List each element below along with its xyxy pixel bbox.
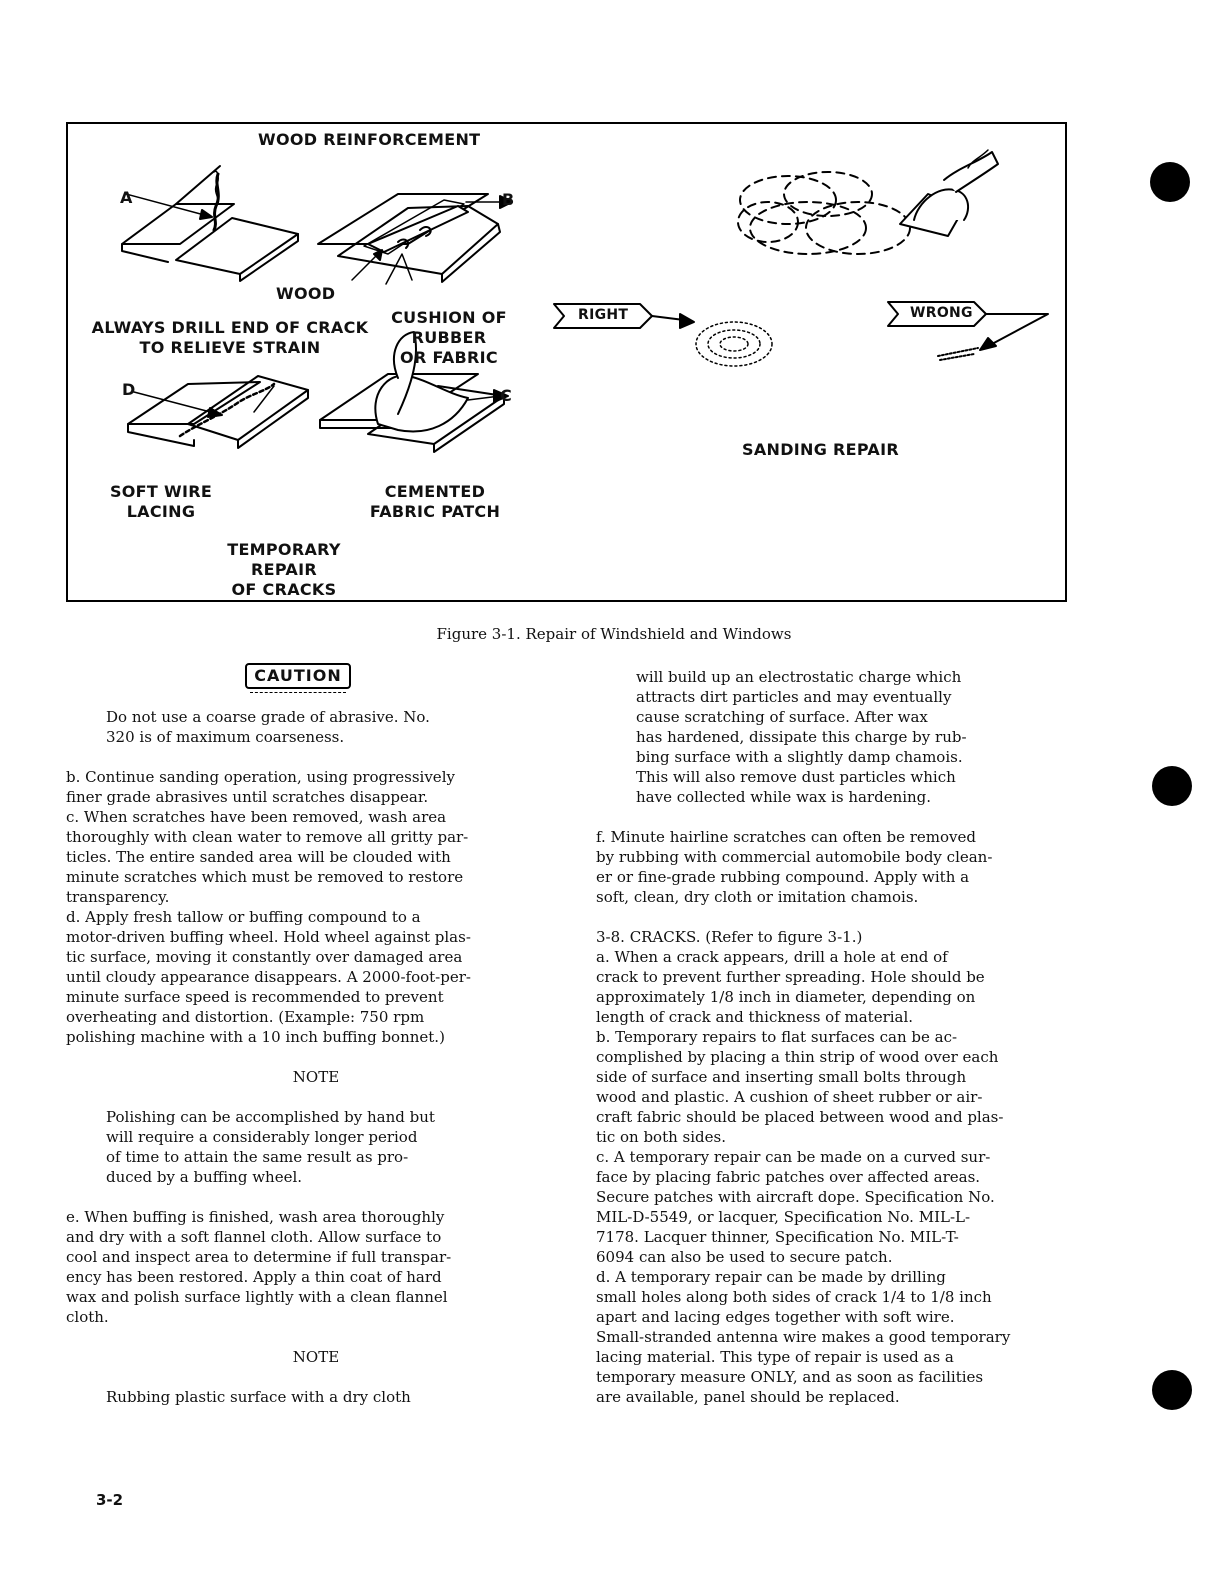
text-line: Do not use a coarse grade of abrasive. No.	[106, 708, 430, 726]
right-column	[596, 667, 1096, 1407]
page-number: 3-2	[96, 1491, 124, 1509]
temporary-repair-line: OF CRACKS	[231, 580, 337, 599]
panel-wood-reinforcement	[318, 194, 512, 284]
text-line: f. Minute hairline scratches can often be removed	[596, 828, 977, 846]
soft-wire-note	[96, 482, 226, 522]
drill-note-line: TO RELIEVE STRAIN	[139, 338, 321, 357]
label-b: B	[502, 190, 515, 209]
binder-hole	[1152, 1370, 1192, 1410]
caution-text	[106, 707, 546, 747]
text-line	[596, 807, 1096, 827]
note-text-continued	[596, 667, 1096, 807]
sanding-repair-label: SANDING REPAIR	[742, 440, 899, 459]
right-sanding-spot	[696, 322, 772, 366]
text-line: length of crack and thickness of material.	[596, 1008, 914, 1026]
text-line: crack to prevent further spreading. Hole should be	[596, 968, 985, 986]
text-line: 320 is of maximum coarseness.	[106, 728, 345, 746]
soft-wire-note-line: SOFT WIRE	[109, 482, 213, 501]
text-line: has hardened, dissipate this charge by rub-	[636, 728, 967, 746]
note-heading: NOTE	[292, 1068, 340, 1086]
text-line: minute scratches which must be removed to restore	[66, 868, 464, 886]
text-line: cloth.	[66, 1308, 109, 1326]
text-line: have collected while wax is hardening.	[636, 788, 932, 806]
text-line: Rubbing plastic surface with a dry cloth	[106, 1388, 411, 1406]
text-line: overheating and distortion. (Example: 750 rpm	[66, 1008, 425, 1026]
text-line: craft fabric should be placed between wood and plas-	[596, 1108, 1004, 1126]
text-line: wood and plastic. A cushion of sheet rubber or air-	[596, 1088, 983, 1106]
text-line	[66, 1367, 566, 1387]
text-line: and dry with a soft flannel cloth. Allow surface to	[66, 1228, 442, 1246]
figure-illustration	[68, 124, 1069, 604]
text-line: of time to attain the same result as pro-	[106, 1148, 409, 1166]
text-line: temporary measure ONLY, and as soon as facilities	[596, 1368, 984, 1386]
text-line: will build up an electrostatic charge which	[636, 668, 962, 686]
label-d: D	[122, 380, 136, 399]
text-line: thoroughly with clean water to remove all gritty par-	[66, 828, 469, 846]
wrong-label: WRONG	[910, 305, 973, 321]
text-line: ticles. The entire sanded area will be clouded with	[66, 848, 451, 866]
text-line: by rubbing with commercial automobile body clean-	[596, 848, 993, 866]
drill-note-line: ALWAYS DRILL END OF CRACK	[91, 318, 369, 337]
cushion-note-line: CUSHION OF	[391, 308, 507, 327]
temporary-repair-line: TEMPORARY	[227, 540, 341, 559]
text-line	[66, 1327, 566, 1347]
text-line: 6094 can also be used to secure patch.	[596, 1248, 893, 1266]
text-line: finer grade abrasives until scratches disappear.	[66, 788, 429, 806]
text-line: until cloudy appearance disappears. A 2000-foot-per-	[66, 968, 471, 986]
text-line	[66, 1087, 566, 1107]
cemented-note-line: CEMENTED	[384, 482, 486, 501]
temporary-repair-note	[214, 540, 354, 600]
text-line: d. Apply fresh tallow or buffing compound to a	[66, 908, 421, 926]
text-line: small holes along both sides of crack 1/4 to 1/8 inch	[596, 1288, 992, 1306]
text-line: Secure patches with aircraft dope. Specification No.	[596, 1188, 995, 1206]
text-line: wax and polish surface lightly with a clean flannel	[66, 1288, 448, 1306]
text-line: b. Temporary repairs to flat surfaces can be ac-	[596, 1028, 958, 1046]
panel-drill-crack	[122, 166, 298, 281]
note-heading: NOTE	[292, 1348, 340, 1366]
caution-label: CAUTION	[245, 663, 351, 689]
text-line: bing surface with a slightly damp chamois.	[636, 748, 963, 766]
text-line: 7178. Lacquer thinner, Specification No. MIL-T-	[596, 1228, 959, 1246]
drill-note	[80, 318, 380, 358]
cushion-note	[384, 308, 514, 368]
text-line: This will also remove dust particles which	[636, 768, 956, 786]
cemented-note	[360, 482, 510, 522]
left-column	[66, 767, 566, 1407]
section-heading: 3-8. CRACKS. (Refer to figure 3-1.)	[596, 928, 863, 946]
right-label: RIGHT	[578, 307, 629, 323]
text-line: Small-stranded antenna wire makes a good temporary	[596, 1328, 1011, 1346]
figure-frame	[66, 122, 1067, 602]
text-line: MIL-D-5549, or lacquer, Specification No. MIL-L-	[596, 1208, 971, 1226]
wrong-sanding-streak	[938, 348, 978, 360]
text-line: b. Continue sanding operation, using progressively	[66, 768, 455, 786]
text-line: c. A temporary repair can be made on a curved sur-	[596, 1148, 991, 1166]
note-text	[66, 1387, 566, 1407]
note-text	[66, 1107, 566, 1187]
text-line: cool and inspect area to determine if full transpar-	[66, 1248, 452, 1266]
text-line: c. When scratches have been removed, wash area	[66, 808, 447, 826]
sanding-hand	[900, 150, 998, 236]
cemented-note-line: FABRIC PATCH	[369, 502, 501, 521]
text-line: face by placing fabric patches over affected areas.	[596, 1168, 981, 1186]
text-line: lacing material. This type of repair is used as a	[596, 1348, 954, 1366]
text-line: d. A temporary repair can be made by drilling	[596, 1268, 946, 1286]
text-line: tic on both sides.	[596, 1128, 726, 1146]
label-a: A	[120, 188, 133, 207]
text-line	[66, 1187, 566, 1207]
text-line: complished by placing a thin strip of wood over each	[596, 1048, 999, 1066]
text-line: apart and lacing edges together with soft wire.	[596, 1308, 955, 1326]
binder-hole	[1152, 766, 1192, 806]
label-c: C	[500, 386, 513, 405]
figure-caption: Figure 3-1. Repair of Windshield and Windows	[436, 625, 792, 643]
text-line: a. When a crack appears, drill a hole at end of	[596, 948, 948, 966]
text-line: ency has been restored. Apply a thin coat of hard	[66, 1268, 442, 1286]
panel-wire-lacing	[128, 376, 308, 448]
text-line	[596, 907, 1096, 927]
text-line: motor-driven buffing wheel. Hold wheel against plas-	[66, 928, 471, 946]
text-line: soft, clean, dry cloth or imitation chamois.	[596, 888, 919, 906]
cushion-note-line: RUBBER	[411, 328, 487, 347]
text-line: er or fine-grade rubbing compound. Apply with a	[596, 868, 970, 886]
text-line: cause scratching of surface. After wax	[636, 708, 928, 726]
binder-hole	[1150, 162, 1190, 202]
text-line: are available, panel should be replaced.	[596, 1388, 900, 1406]
soft-wire-note-line: LACING	[126, 502, 196, 521]
text-line: will require a considerably longer period	[106, 1128, 418, 1146]
text-line: polishing machine with a 10 inch buffing bonnet.)	[66, 1028, 445, 1046]
text-line: approximately 1/8 inch in diameter, depending on	[596, 988, 976, 1006]
wood-label: WOOD	[276, 284, 336, 303]
text-line: side of surface and inserting small bolts through	[596, 1068, 967, 1086]
figure-title: WOOD REINFORCEMENT	[258, 130, 481, 149]
cushion-note-line: OR FABRIC	[400, 348, 498, 367]
text-line	[66, 1047, 566, 1067]
text-line: tic surface, moving it constantly over damaged area	[66, 948, 463, 966]
text-line: transparency.	[66, 888, 170, 906]
text-line: duced by a buffing wheel.	[106, 1168, 303, 1186]
text-line: minute surface speed is recommended to prevent	[66, 988, 444, 1006]
sanding-pattern	[738, 172, 910, 254]
text-line: attracts dirt particles and may eventually	[636, 688, 952, 706]
text-line: e. When buffing is finished, wash area thoroughly	[66, 1208, 445, 1226]
temporary-repair-line: REPAIR	[251, 560, 317, 579]
text-line: Polishing can be accomplished by hand but	[106, 1108, 435, 1126]
